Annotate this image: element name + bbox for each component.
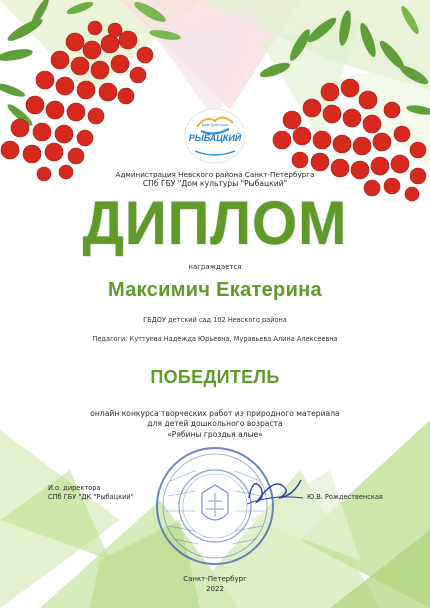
teachers-line: Педагоги: Куттуева Надежда Юрьевна, Муравьева Алина Алексеевна bbox=[92, 335, 338, 343]
logo-small-text: Дом культуры bbox=[201, 123, 229, 127]
administration-line: Администрация Невского района Санкт-Петербурга bbox=[115, 170, 315, 179]
year-label: 2022 bbox=[206, 585, 224, 593]
left-rowan-berries bbox=[1, 21, 153, 181]
awarded-label: награждается bbox=[188, 263, 242, 271]
contest-line-2: для детей дошкольного возраста bbox=[147, 419, 283, 428]
signer-name: Ю.В. Рождественская bbox=[307, 493, 383, 501]
director-signature bbox=[243, 468, 305, 510]
signer-position-line-2: СПб ГБУ "ДК "Рыбацкий" bbox=[48, 493, 134, 501]
recipient-name: Максимич Екатерина bbox=[108, 279, 322, 301]
organization-line: СПб ГБУ "Дом культуры "Рыбацкий" bbox=[142, 179, 288, 188]
city-label: Санкт-Петербург bbox=[183, 575, 247, 583]
institution-line: ГБДОУ детский сад 102 Невского района bbox=[143, 316, 287, 324]
diploma-title: ДИПЛОМ bbox=[82, 189, 348, 258]
signer-position-line-1: И.о. директора bbox=[48, 484, 101, 492]
logo-brand-text: РЫБАЦКИЙ bbox=[188, 133, 242, 143]
contest-line-1: онлайн конкурса творческих работ из природного материала bbox=[90, 409, 340, 418]
place-title: ПОБЕДИТЕЛЬ bbox=[150, 367, 280, 387]
contest-line-3: «Рябины гроздья алые» bbox=[167, 430, 263, 439]
